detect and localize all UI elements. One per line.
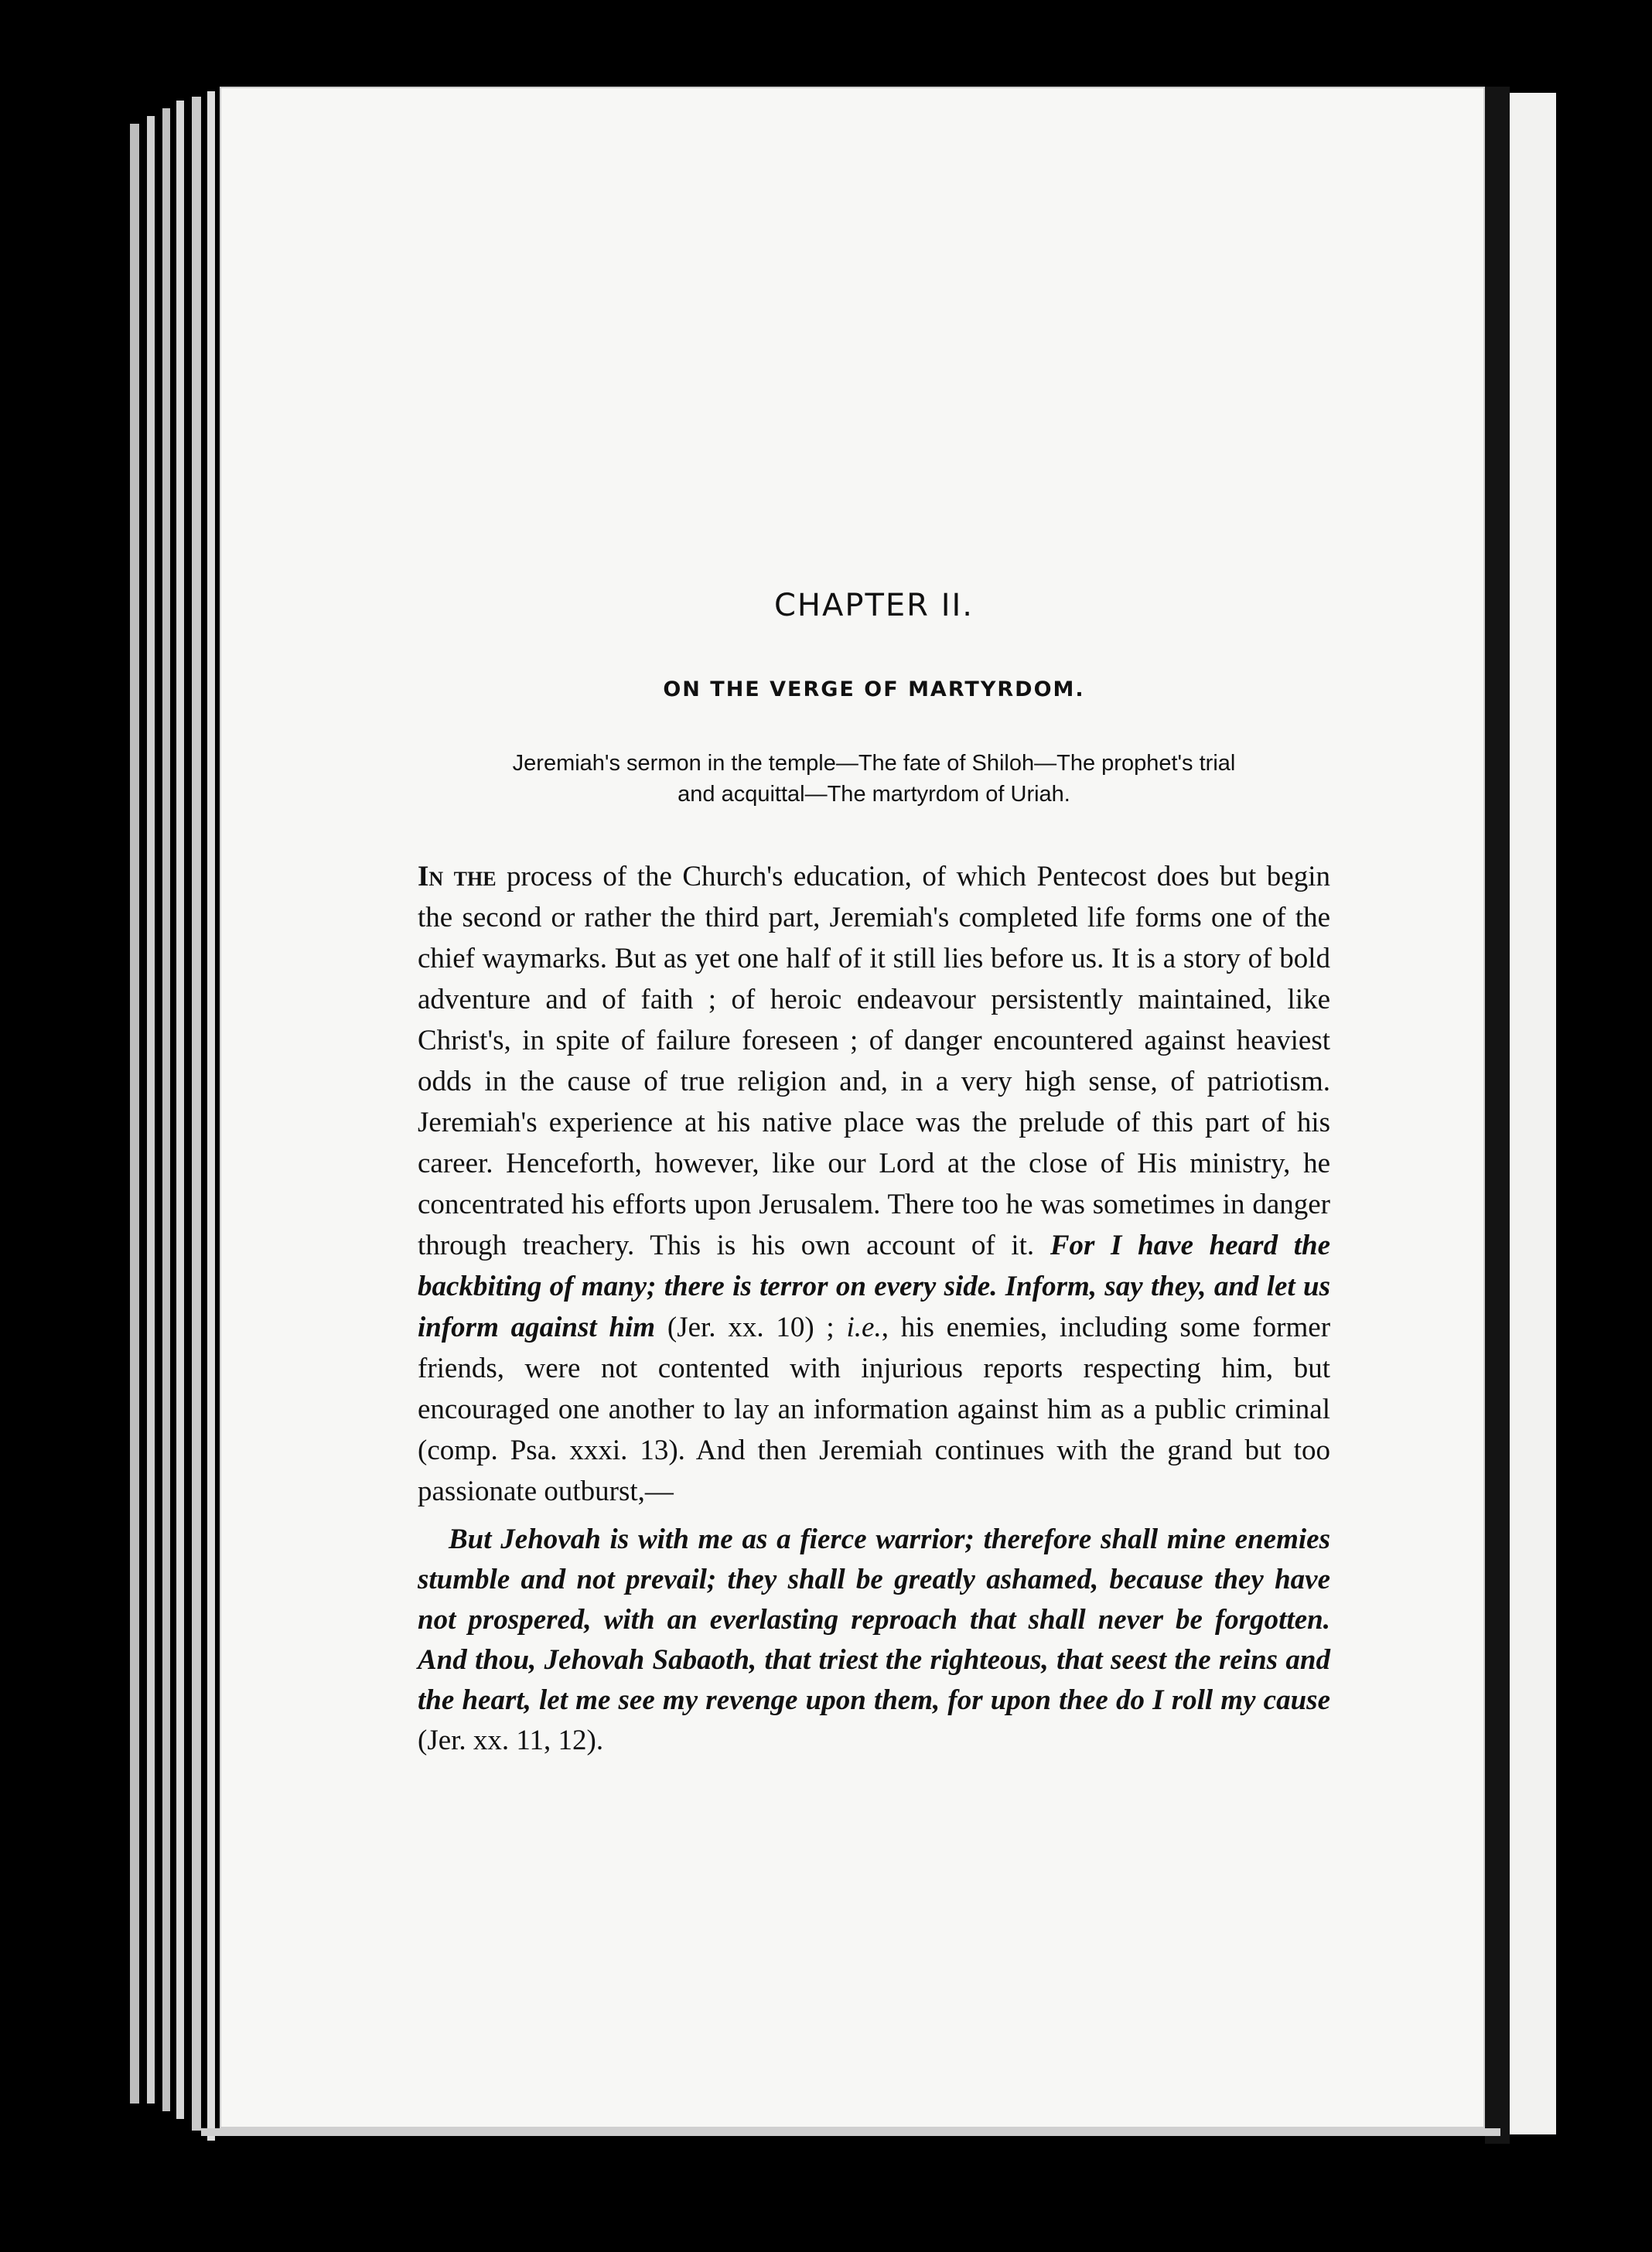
page-edge bbox=[176, 101, 184, 2119]
paragraph-scripture-quote: For I have heard the backbiting of many; there is terror on every side. Inform, say they, and let us inform against him bbox=[418, 1230, 1331, 1343]
paragraph-lead: In the bbox=[418, 861, 497, 892]
paragraph-text: (Jer. xx. 10) ; bbox=[655, 1312, 847, 1343]
chapter-subtitle: ON THE VERGE OF MARTYRDOM. bbox=[663, 677, 1085, 701]
page-bottom-edge bbox=[201, 2128, 1500, 2136]
page-edge bbox=[207, 91, 215, 2141]
chapter-title: CHAPTER II. bbox=[773, 588, 974, 623]
paragraph-text: , his enemies, including some former friends, were not contented with injurious reports respecting him, but encouraged one another to lay an information against him as a public criminal (comp. Psa. xxxi. 13). And then Jeremiah continues with the grand but too passionate outburst,— bbox=[418, 1312, 1331, 1507]
page-content bbox=[418, 588, 1330, 1761]
quote-text: But Jehovah is with me as a fierce warrior; therefore shall mine enemies stumble and not prevail; they shall be greatly ashamed, because they have not prospered, with an everlasting reproach that shall never be forgotten. And thou, Jehovah Sabaoth, that triest the righteous, that seest the reins and the heart, let me see my revenge upon them, for upon thee do I roll my cause bbox=[418, 1524, 1330, 1716]
synopsis-line: Jeremiah's sermon in the temple—The fate of Shiloh—The prophet's trial bbox=[512, 751, 1236, 776]
facing-page-edge bbox=[1510, 93, 1556, 2134]
synopsis-line: and acquittal—The martyrdom of Uriah. bbox=[678, 782, 1070, 807]
page-edge bbox=[192, 97, 201, 2131]
block-quote bbox=[418, 1520, 1330, 1761]
chapter-synopsis bbox=[418, 748, 1330, 810]
book-gutter bbox=[1485, 87, 1510, 2144]
page-edge bbox=[162, 108, 170, 2111]
body-paragraph bbox=[418, 856, 1330, 1512]
quote-reference: (Jer. xx. 11, 12). bbox=[418, 1725, 604, 1756]
page-edge bbox=[147, 116, 155, 2104]
paragraph-text: process of the Church's education, of which Pentecost does but begin the second or rather the third part, Jeremiah's completed life forms one of the chief waymarks. But as yet one half of it still lies before us. It is a story of bold adventure and of faith ; of heroic endeavour persistently maintained, like Christ's, in spite of failure foreseen ; of danger encountered against heaviest odds in the cause of true religion and, in a very high sense, of patriotism. Jeremiah's experience at his native place was the prelude of this part of his career. Henceforth, however, like our Lord at the close of His ministry, he concentrated his efforts upon Jerusalem. There too he was sometimes in danger through treachery. This is his own account of it. bbox=[418, 861, 1330, 1261]
page-edge bbox=[130, 124, 139, 2104]
paragraph-abbreviation: i.e. bbox=[846, 1312, 882, 1343]
